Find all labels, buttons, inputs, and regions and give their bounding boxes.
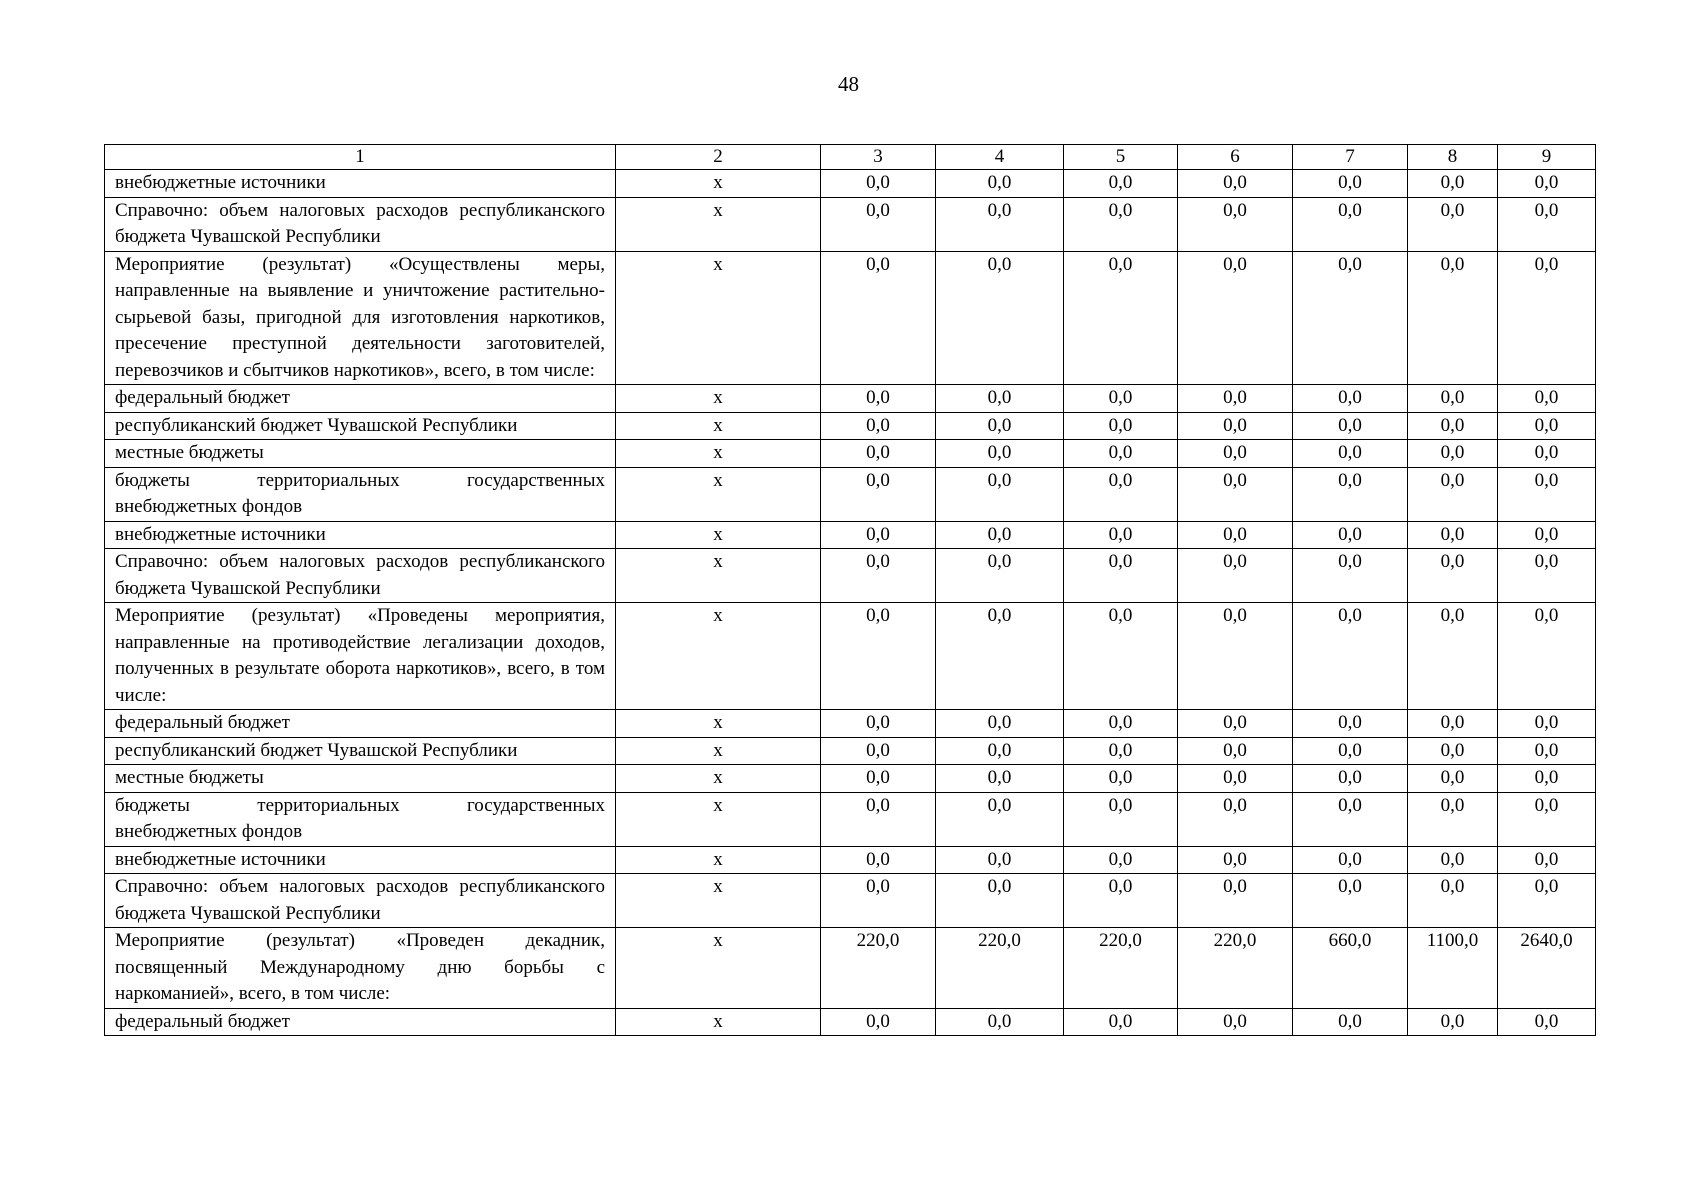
value-cell: 0,0 bbox=[1064, 549, 1178, 603]
value-cell: 0,0 bbox=[1408, 603, 1498, 710]
row-label: республиканский бюджет Чувашской Республики bbox=[105, 412, 616, 440]
value-cell: 0,0 bbox=[1293, 251, 1408, 385]
value-cell: 0,0 bbox=[1064, 440, 1178, 468]
table-body bbox=[105, 170, 1596, 1036]
value-cell: 0,0 bbox=[1408, 710, 1498, 738]
value-cell: 0,0 bbox=[936, 440, 1064, 468]
value-cell: 0,0 bbox=[1408, 792, 1498, 846]
value-cell: 0,0 bbox=[936, 467, 1064, 521]
row-label: бюджеты территориальных государственных внебюджетных фондов bbox=[105, 792, 616, 846]
table-row bbox=[105, 846, 1596, 874]
row-label: Справочно: объем налоговых расходов республиканского бюджета Чувашской Республики bbox=[105, 197, 616, 251]
value-cell: 0,0 bbox=[1178, 170, 1293, 198]
row-code: х bbox=[616, 467, 821, 521]
row-label: федеральный бюджет bbox=[105, 710, 616, 738]
value-cell: 0,0 bbox=[1064, 846, 1178, 874]
row-code: х bbox=[616, 385, 821, 413]
row-label: Мероприятие (результат) «Осуществлены меры, направленные на выявление и уничтожение растительно-сырьевой базы, пригодной для изготовления наркотиков, пресечение преступной деятельности заготовителей, перевозчиков и сбытчиков наркотиков», всего, в том числе: bbox=[105, 251, 616, 385]
table-row bbox=[105, 412, 1596, 440]
value-cell: 0,0 bbox=[936, 874, 1064, 928]
value-cell: 0,0 bbox=[821, 874, 936, 928]
row-label: местные бюджеты bbox=[105, 440, 616, 468]
value-cell: 0,0 bbox=[1408, 1008, 1498, 1036]
value-cell: 0,0 bbox=[1408, 412, 1498, 440]
value-cell: 0,0 bbox=[1064, 1008, 1178, 1036]
row-label: федеральный бюджет bbox=[105, 385, 616, 413]
value-cell: 0,0 bbox=[1408, 549, 1498, 603]
value-cell: 0,0 bbox=[821, 549, 936, 603]
value-cell: 0,0 bbox=[1178, 792, 1293, 846]
column-header-4: 4 bbox=[936, 145, 1064, 170]
value-cell: 0,0 bbox=[1498, 765, 1596, 793]
value-cell: 0,0 bbox=[821, 603, 936, 710]
row-label: бюджеты территориальных государственных внебюджетных фондов bbox=[105, 467, 616, 521]
value-cell: 0,0 bbox=[821, 467, 936, 521]
value-cell: 0,0 bbox=[1498, 603, 1596, 710]
value-cell: 0,0 bbox=[821, 440, 936, 468]
row-code: х bbox=[616, 521, 821, 549]
value-cell: 0,0 bbox=[1293, 440, 1408, 468]
value-cell: 0,0 bbox=[1498, 846, 1596, 874]
value-cell: 0,0 bbox=[1408, 874, 1498, 928]
table-row bbox=[105, 1008, 1596, 1036]
table-row bbox=[105, 737, 1596, 765]
value-cell: 0,0 bbox=[1178, 197, 1293, 251]
value-cell: 0,0 bbox=[1064, 737, 1178, 765]
table-row bbox=[105, 170, 1596, 198]
column-header-5: 5 bbox=[1064, 145, 1178, 170]
table-row bbox=[105, 251, 1596, 385]
row-label: Справочно: объем налоговых расходов республиканского бюджета Чувашской Республики bbox=[105, 549, 616, 603]
value-cell: 0,0 bbox=[1293, 549, 1408, 603]
value-cell: 0,0 bbox=[1064, 197, 1178, 251]
value-cell: 220,0 bbox=[1064, 928, 1178, 1009]
value-cell: 0,0 bbox=[936, 170, 1064, 198]
row-code: х bbox=[616, 412, 821, 440]
value-cell: 0,0 bbox=[1498, 874, 1596, 928]
row-label: Мероприятие (результат) «Проведены мероприятия, направленные на противодействие легализации доходов, полученных в результате оборота наркотиков», всего, в том числе: bbox=[105, 603, 616, 710]
value-cell: 0,0 bbox=[1293, 792, 1408, 846]
value-cell: 220,0 bbox=[821, 928, 936, 1009]
value-cell: 0,0 bbox=[821, 251, 936, 385]
value-cell: 0,0 bbox=[1293, 1008, 1408, 1036]
value-cell: 0,0 bbox=[1408, 197, 1498, 251]
value-cell: 0,0 bbox=[1408, 467, 1498, 521]
row-code: х bbox=[616, 549, 821, 603]
value-cell: 0,0 bbox=[936, 251, 1064, 385]
row-code: х bbox=[616, 874, 821, 928]
column-header-2: 2 bbox=[616, 145, 821, 170]
value-cell: 0,0 bbox=[1498, 251, 1596, 385]
row-code: х bbox=[616, 603, 821, 710]
value-cell: 0,0 bbox=[1498, 467, 1596, 521]
value-cell: 1100,0 bbox=[1408, 928, 1498, 1009]
value-cell: 0,0 bbox=[1178, 765, 1293, 793]
value-cell: 0,0 bbox=[1178, 385, 1293, 413]
value-cell: 660,0 bbox=[1293, 928, 1408, 1009]
value-cell: 0,0 bbox=[1498, 412, 1596, 440]
value-cell: 0,0 bbox=[936, 521, 1064, 549]
row-code: х bbox=[616, 792, 821, 846]
value-cell: 0,0 bbox=[1408, 737, 1498, 765]
value-cell: 0,0 bbox=[1498, 170, 1596, 198]
column-header-6: 6 bbox=[1178, 145, 1293, 170]
value-cell: 0,0 bbox=[821, 1008, 936, 1036]
row-code: х bbox=[616, 928, 821, 1009]
row-label: внебюджетные источники bbox=[105, 846, 616, 874]
row-label: Мероприятие (результат) «Проведен декадник, посвященный Международному дню борьбы с наркоманией», всего, в том числе: bbox=[105, 928, 616, 1009]
row-label: республиканский бюджет Чувашской Республики bbox=[105, 737, 616, 765]
page-number: 48 bbox=[838, 72, 859, 96]
value-cell: 0,0 bbox=[1408, 765, 1498, 793]
table-row bbox=[105, 765, 1596, 793]
table-row bbox=[105, 874, 1596, 928]
value-cell: 0,0 bbox=[1293, 385, 1408, 413]
value-cell: 0,0 bbox=[1178, 521, 1293, 549]
value-cell: 2640,0 bbox=[1498, 928, 1596, 1009]
table-row bbox=[105, 792, 1596, 846]
value-cell: 0,0 bbox=[821, 765, 936, 793]
value-cell: 0,0 bbox=[1408, 170, 1498, 198]
value-cell: 0,0 bbox=[1064, 170, 1178, 198]
table-row bbox=[105, 928, 1596, 1009]
row-code: х bbox=[616, 170, 821, 198]
table-row bbox=[105, 467, 1596, 521]
value-cell: 0,0 bbox=[821, 385, 936, 413]
value-cell: 0,0 bbox=[1498, 521, 1596, 549]
value-cell: 0,0 bbox=[1293, 737, 1408, 765]
row-label: местные бюджеты bbox=[105, 765, 616, 793]
value-cell: 0,0 bbox=[821, 521, 936, 549]
row-code: х bbox=[616, 197, 821, 251]
value-cell: 0,0 bbox=[1178, 710, 1293, 738]
table-row bbox=[105, 603, 1596, 710]
table-row bbox=[105, 549, 1596, 603]
value-cell: 0,0 bbox=[1498, 440, 1596, 468]
value-cell: 0,0 bbox=[1293, 170, 1408, 198]
value-cell: 0,0 bbox=[1064, 412, 1178, 440]
value-cell: 0,0 bbox=[1178, 440, 1293, 468]
value-cell: 0,0 bbox=[1498, 197, 1596, 251]
table-row bbox=[105, 710, 1596, 738]
value-cell: 0,0 bbox=[1498, 792, 1596, 846]
value-cell: 0,0 bbox=[1498, 710, 1596, 738]
value-cell: 0,0 bbox=[1498, 1008, 1596, 1036]
value-cell: 0,0 bbox=[936, 846, 1064, 874]
table-row bbox=[105, 440, 1596, 468]
value-cell: 0,0 bbox=[1178, 874, 1293, 928]
row-code: х bbox=[616, 710, 821, 738]
value-cell: 0,0 bbox=[1293, 603, 1408, 710]
value-cell: 0,0 bbox=[1293, 412, 1408, 440]
row-label: федеральный бюджет bbox=[105, 1008, 616, 1036]
row-code: х bbox=[616, 251, 821, 385]
value-cell: 0,0 bbox=[936, 385, 1064, 413]
value-cell: 0,0 bbox=[1408, 846, 1498, 874]
value-cell: 0,0 bbox=[821, 197, 936, 251]
value-cell: 0,0 bbox=[1293, 765, 1408, 793]
budget-table bbox=[104, 144, 1596, 1036]
value-cell: 0,0 bbox=[936, 412, 1064, 440]
value-cell: 0,0 bbox=[1498, 549, 1596, 603]
column-header-7: 7 bbox=[1293, 145, 1408, 170]
value-cell: 0,0 bbox=[936, 765, 1064, 793]
value-cell: 0,0 bbox=[1064, 251, 1178, 385]
column-header-1: 1 bbox=[105, 145, 616, 170]
value-cell: 0,0 bbox=[1408, 440, 1498, 468]
value-cell: 0,0 bbox=[936, 1008, 1064, 1036]
row-code: х bbox=[616, 737, 821, 765]
value-cell: 0,0 bbox=[1408, 251, 1498, 385]
column-header-9: 9 bbox=[1498, 145, 1596, 170]
value-cell: 220,0 bbox=[936, 928, 1064, 1009]
row-code: х bbox=[616, 765, 821, 793]
table-row bbox=[105, 197, 1596, 251]
value-cell: 0,0 bbox=[1178, 467, 1293, 521]
value-cell: 0,0 bbox=[1498, 737, 1596, 765]
value-cell: 0,0 bbox=[1064, 467, 1178, 521]
value-cell: 0,0 bbox=[1293, 874, 1408, 928]
value-cell: 0,0 bbox=[936, 737, 1064, 765]
row-code: х bbox=[616, 440, 821, 468]
value-cell: 0,0 bbox=[1178, 737, 1293, 765]
row-code: х bbox=[616, 1008, 821, 1036]
header-row bbox=[105, 145, 1596, 170]
value-cell: 0,0 bbox=[1178, 846, 1293, 874]
value-cell: 0,0 bbox=[1293, 846, 1408, 874]
row-code: х bbox=[616, 846, 821, 874]
value-cell: 0,0 bbox=[1178, 412, 1293, 440]
value-cell: 0,0 bbox=[1064, 765, 1178, 793]
value-cell: 0,0 bbox=[1178, 603, 1293, 710]
value-cell: 0,0 bbox=[821, 792, 936, 846]
column-header-8: 8 bbox=[1408, 145, 1498, 170]
value-cell: 0,0 bbox=[1064, 603, 1178, 710]
value-cell: 0,0 bbox=[936, 710, 1064, 738]
value-cell: 220,0 bbox=[1178, 928, 1293, 1009]
value-cell: 0,0 bbox=[821, 846, 936, 874]
table-row bbox=[105, 385, 1596, 413]
value-cell: 0,0 bbox=[821, 170, 936, 198]
value-cell: 0,0 bbox=[1064, 792, 1178, 846]
value-cell: 0,0 bbox=[1293, 197, 1408, 251]
value-cell: 0,0 bbox=[1408, 385, 1498, 413]
value-cell: 0,0 bbox=[1178, 251, 1293, 385]
value-cell: 0,0 bbox=[936, 197, 1064, 251]
value-cell: 0,0 bbox=[1408, 521, 1498, 549]
table-row bbox=[105, 521, 1596, 549]
value-cell: 0,0 bbox=[1178, 549, 1293, 603]
row-label: внебюджетные источники bbox=[105, 521, 616, 549]
value-cell: 0,0 bbox=[936, 603, 1064, 710]
value-cell: 0,0 bbox=[1064, 385, 1178, 413]
value-cell: 0,0 bbox=[821, 412, 936, 440]
value-cell: 0,0 bbox=[1498, 385, 1596, 413]
value-cell: 0,0 bbox=[1178, 1008, 1293, 1036]
row-label: Справочно: объем налоговых расходов республиканского бюджета Чувашской Республики bbox=[105, 874, 616, 928]
value-cell: 0,0 bbox=[821, 710, 936, 738]
value-cell: 0,0 bbox=[821, 737, 936, 765]
value-cell: 0,0 bbox=[936, 549, 1064, 603]
row-label: внебюджетные источники bbox=[105, 170, 616, 198]
value-cell: 0,0 bbox=[1293, 521, 1408, 549]
value-cell: 0,0 bbox=[1064, 710, 1178, 738]
value-cell: 0,0 bbox=[1064, 874, 1178, 928]
value-cell: 0,0 bbox=[1293, 467, 1408, 521]
value-cell: 0,0 bbox=[1293, 710, 1408, 738]
column-header-3: 3 bbox=[821, 145, 936, 170]
value-cell: 0,0 bbox=[1064, 521, 1178, 549]
value-cell: 0,0 bbox=[936, 792, 1064, 846]
